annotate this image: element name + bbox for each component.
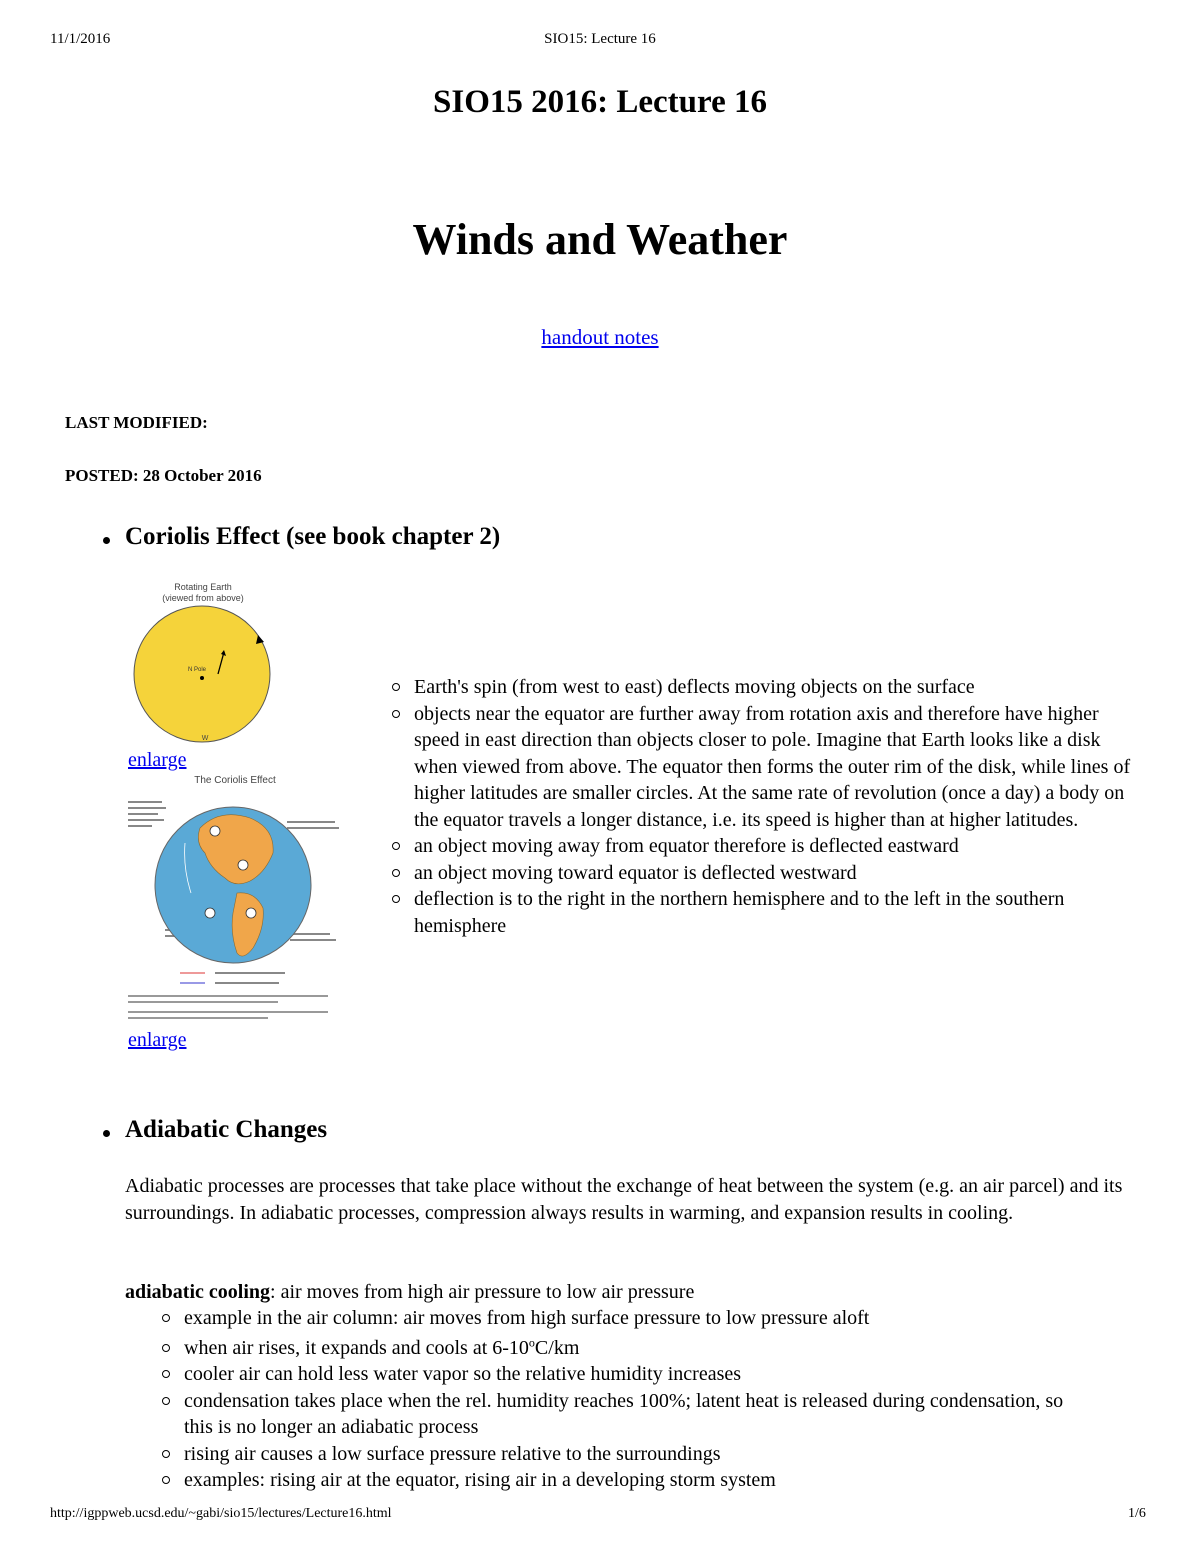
deflection-marker-1 — [210, 826, 220, 836]
coriolis-effect-figure[interactable] — [125, 773, 340, 1028]
legend-red-text — [215, 972, 285, 974]
adiabatic-intro: Adiabatic processes are processes that take place without the exchange of heat between the system (e.g. an air parcel) and its surroundings. In adiabatic processes, compression always results in warming, and expansion results in cooling. — [125, 1175, 1123, 1224]
section-bullet — [103, 1130, 110, 1137]
figure2-title: The Coriolis Effect — [194, 775, 276, 786]
north-pole-dot — [200, 676, 204, 680]
footer-url: http://igppweb.ucsd.edu/~gabi/sio15/lectures/Lecture16.html — [50, 1506, 392, 1521]
adiabatic-bullet: condensation takes place when the rel. humidity reaches 100%; latent heat is released during condensation, so this is no longer an adiabatic process — [158, 1388, 1088, 1441]
coriolis-bullet-list — [388, 674, 1138, 939]
figure1-title-line1: Rotating Earth — [174, 582, 232, 592]
adiabatic-heading: Adiabatic Changes — [125, 1116, 328, 1143]
deflection-marker-4 — [246, 908, 256, 918]
enlarge-link-1[interactable]: enlarge — [128, 749, 187, 771]
adiabatic-bullet: example in the air column: air moves from high surface pressure to low pressure aloft — [158, 1305, 1088, 1332]
coriolis-bullet: Earth's spin (from west to east) deflects moving objects on the surface — [388, 674, 1138, 701]
adiabatic-cooling-definition — [125, 1279, 1125, 1306]
coriolis-bullet: an object moving toward equator is deflected westward — [388, 860, 1138, 887]
print-date: 11/1/2016 — [50, 31, 111, 47]
enlarge-link-1-container — [128, 749, 187, 772]
footer-page-number: 1/6 — [1128, 1506, 1146, 1521]
handout-notes-link[interactable]: handout notes — [541, 325, 659, 349]
legend-blue-text — [215, 982, 279, 984]
adiabatic-bullet: examples: rising air at the equator, rising air in a developing storm system — [158, 1467, 1088, 1494]
section-bullet — [103, 537, 110, 544]
print-page-title: SIO15: Lecture 16 — [544, 31, 656, 47]
adiabatic-bullet: rising air causes a low surface pressure relative to the surroundings — [158, 1441, 1088, 1468]
coriolis-bullet: objects near the equator are further away from rotation axis and therefore have higher speed in east direction than objects closer to pole. Imagine that Earth looks like a disk when viewed from above. The equator then forms the outer rim of the disk, while lines of higher latitudes are smaller circles. At the same rate of revolution (once a day) a body on the equator travels a longer distance, i.e. its speed is higher than at higher latitudes. — [388, 701, 1138, 834]
page-title: SIO15 2016: Lecture 16 — [433, 84, 767, 120]
enlarge-link-2-container — [128, 1029, 187, 1052]
coriolis-heading: Coriolis Effect (see book chapter 2) — [125, 523, 501, 550]
adiabatic-bullet: cooler air can hold less water vapor so the relative humidity increases — [158, 1361, 1088, 1388]
adiabatic-cooling-text: : air moves from high air pressure to low air pressure — [270, 1281, 695, 1303]
last-modified: LAST MODIFIED: — [65, 413, 208, 432]
rate-unit: C/km — [534, 1336, 580, 1359]
deflection-marker-2 — [238, 860, 248, 870]
rate-text: when air rises, it expands and cools at 6-10 — [184, 1336, 529, 1359]
rotating-earth-figure[interactable] — [128, 580, 278, 748]
coriolis-bullet: deflection is to the right in the northern hemisphere and to the left in the southern hemisphere — [388, 886, 1138, 939]
adiabatic-bullet-rate — [158, 1335, 1088, 1362]
degree-sup: o — [528, 1334, 535, 1349]
posted-date: POSTED: 28 October 2016 — [65, 466, 262, 485]
figure1-bottom-mark: W — [201, 735, 209, 742]
figure2-footnotes — [128, 995, 328, 1019]
lecture-subtitle: Winds and Weather — [412, 215, 788, 264]
handout-notes-container — [0, 325, 1200, 350]
earth-disk — [134, 606, 270, 742]
north-pole-label: N Pole — [188, 667, 207, 673]
adiabatic-bullet-list — [158, 1305, 1088, 1494]
adiabatic-cooling-term: adiabatic cooling — [125, 1281, 271, 1303]
deflection-marker-3 — [205, 908, 215, 918]
enlarge-link-2[interactable]: enlarge — [128, 1029, 187, 1051]
coriolis-bullet: an object moving away from equator therefore is deflected eastward — [388, 833, 1138, 860]
figure1-title-line2: (viewed from above) — [162, 593, 244, 603]
